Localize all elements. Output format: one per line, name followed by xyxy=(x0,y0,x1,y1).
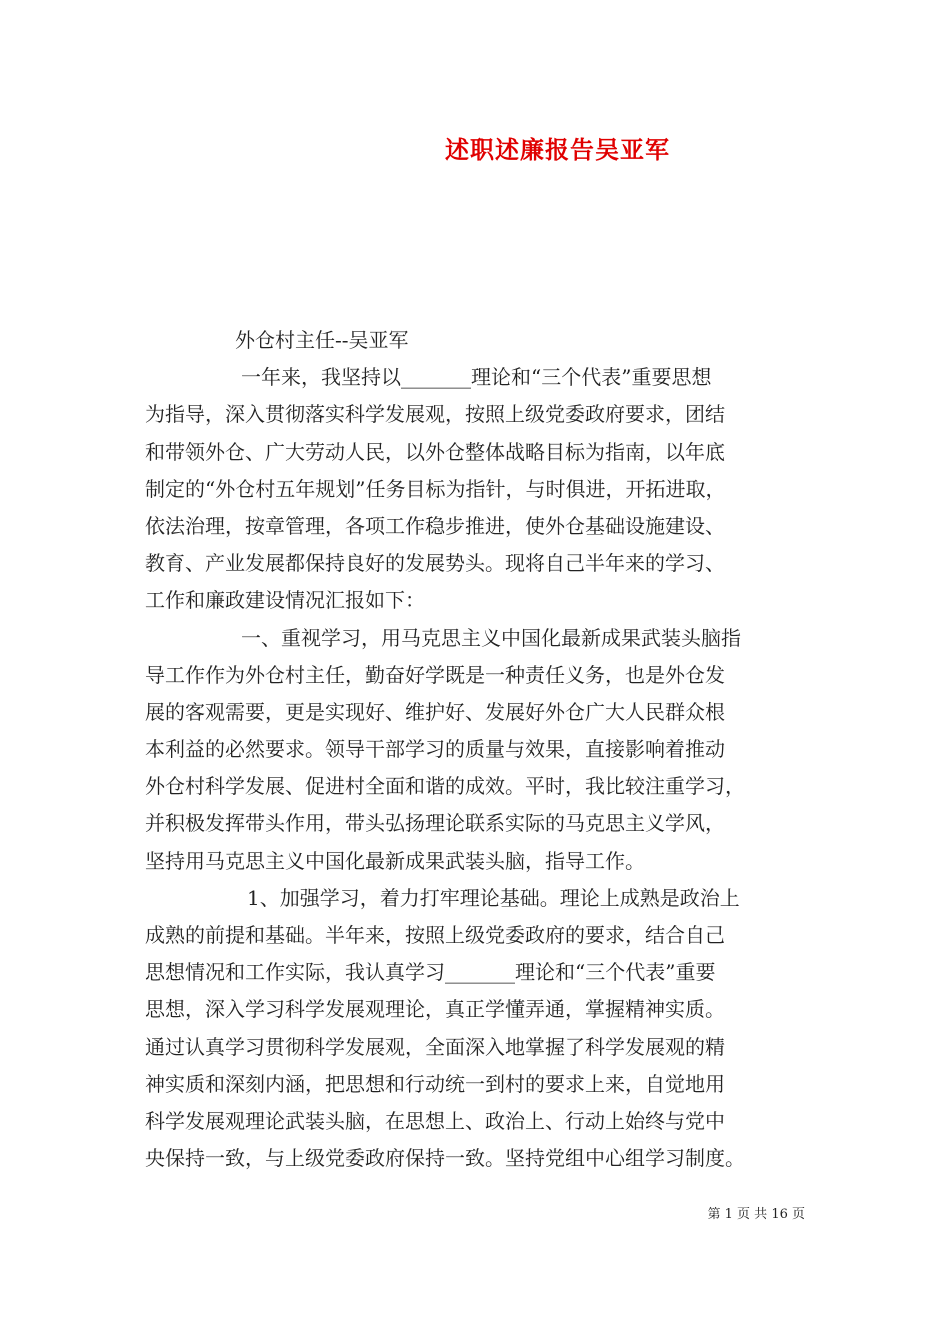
paragraph-line: 通过认真学习贯彻科学发展观，全面深入地掌握了科学发展观的精 xyxy=(145,1034,725,1059)
paragraph-line: 科学发展观理论武装头脑，在思想上、政治上、行动上始终与党中 xyxy=(145,1108,725,1133)
paragraph-line: 神实质和深刻内涵，把思想和行动统一到村的要求上来，自觉地用 xyxy=(145,1071,725,1096)
page-number: 第 1 页 共 16 页 xyxy=(707,1207,805,1222)
paragraph-line: 制定的“外仓村五年规划”任务目标为指针，与时俱进，开拓进取， xyxy=(145,476,726,501)
section-heading-line: 一、重视学习，用马克思主义中国化最新成果武装头脑指 xyxy=(241,625,741,650)
paragraph-line: 外仓村科学发展、促进村全面和谐的成效。平时，我比较注重学习， xyxy=(145,774,745,799)
paragraph-line: 坚持用马克思主义中国化最新成果武装头脑，指导工作。 xyxy=(145,848,645,873)
paragraph-line: 思想，深入学习科学发展观理论，真正学懂弄通，掌握精神实质。 xyxy=(145,997,725,1022)
paragraph-line: 本利益的必然要求。领导干部学习的质量与效果，直接影响着推动 xyxy=(145,737,725,762)
author-line: 外仓村主任--吴亚军 xyxy=(235,328,409,352)
paragraph-line: 展的客观需要，更是实现好、维护好、发展好外仓广大人民群众根 xyxy=(145,699,725,724)
paragraph-line: 依法治理，按章管理，各项工作稳步推进，使外仓基础设施建设、 xyxy=(145,513,725,538)
paragraph-line: 教育、产业发展都保持良好的发展势头。现将自己半年来的学习、 xyxy=(145,551,725,576)
paragraph-line: 并积极发挥带头作用，带头弘扬理论联系实际的马克思主义学风， xyxy=(145,811,725,836)
paragraph-line: 工作和廉政建设情况汇报如下： xyxy=(145,588,425,613)
paragraph-line: 一年来，我坚持以_______理论和“三个代表”重要思想 xyxy=(241,365,712,390)
document-body xyxy=(145,322,817,1177)
paragraph-line: 思想情况和工作实际，我认真学习_______理论和“三个代表”重要 xyxy=(145,960,716,985)
paragraph-line: 和带领外仓、广大劳动人民，以外仓整体战略目标为指南，以年底 xyxy=(145,439,725,464)
paragraph-line: 导工作作为外仓村主任，勤奋好学既是一种责任义务，也是外仓发 xyxy=(145,662,725,687)
paragraph-line: 为指导，深入贯彻落实科学发展观，按照上级党委政府要求，团结 xyxy=(145,402,725,427)
paragraph-line: 成熟的前提和基础。半年来，按照上级党委政府的要求，结合自己 xyxy=(145,923,725,947)
subsection-heading-line: 1、加强学习，着力打牢理论基础。理论上成熟是政治上 xyxy=(247,885,740,910)
paragraph-line: 央保持一致，与上级党委政府保持一致。坚持党组中心组学习制度。 xyxy=(145,1146,745,1171)
document-title: 述职述廉报告吴亚军 xyxy=(445,135,670,164)
